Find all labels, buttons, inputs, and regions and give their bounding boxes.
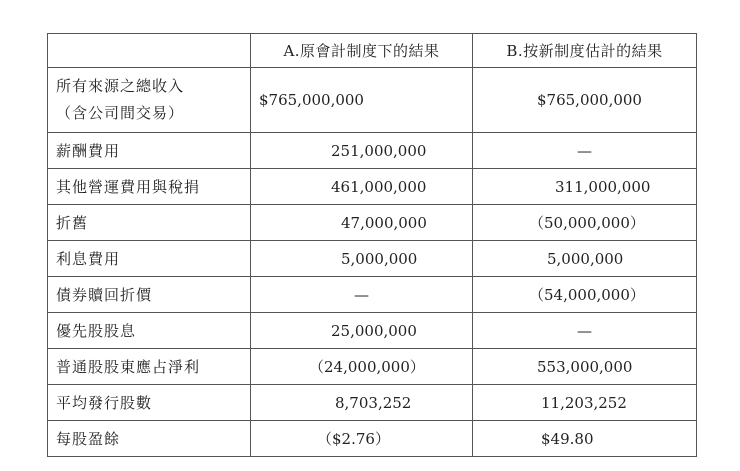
value-original: （24,000,000） <box>251 349 473 385</box>
value-original: — <box>251 277 473 313</box>
value-new: 5,000,000 <box>473 241 697 277</box>
value-new: （50,000,000） <box>473 205 697 241</box>
value-original: 25,000,000 <box>251 313 473 349</box>
value-new: （54,000,000） <box>473 277 697 313</box>
row-label: 折舊 <box>48 205 251 241</box>
row-label: 普通股股東應占淨利 <box>48 349 251 385</box>
value-new: 11,203,252 <box>473 385 697 421</box>
row-label: 債券贖回折價 <box>48 277 251 313</box>
value-original: 251,000,000 <box>251 133 473 169</box>
comparison-table <box>47 33 697 457</box>
table-row <box>48 385 697 421</box>
value-original: 8,703,252 <box>251 385 473 421</box>
table-row <box>48 133 697 169</box>
header-original-accounting: A.原會計制度下的結果 <box>251 34 473 68</box>
value-new: 311,000,000 <box>473 169 697 205</box>
row-label-line: （含公司間交易） <box>56 104 185 122</box>
table-row <box>48 205 697 241</box>
table-row <box>48 349 697 385</box>
row-label: 利息費用 <box>48 241 251 277</box>
value-new: — <box>473 133 697 169</box>
table-row <box>48 421 697 457</box>
value-new: — <box>473 313 697 349</box>
row-label: 每股盈餘 <box>48 421 251 457</box>
row-label: 薪酬費用 <box>48 133 251 169</box>
row-label-line: 所有來源之總收入 <box>56 77 185 95</box>
header-new-estimate: B.按新制度估計的結果 <box>473 34 697 68</box>
value-original: 461,000,000 <box>251 169 473 205</box>
value-original: （$2.76） <box>251 421 473 457</box>
table-row <box>48 277 697 313</box>
table-row <box>48 241 697 277</box>
value-original: 47,000,000 <box>251 205 473 241</box>
value-new: $765,000,000 <box>473 68 697 133</box>
table-row <box>48 313 697 349</box>
row-label <box>48 68 251 133</box>
header-blank <box>48 34 251 68</box>
value-new: 553,000,000 <box>473 349 697 385</box>
table-row <box>48 68 697 133</box>
table-header-row <box>48 34 697 68</box>
row-label: 優先股股息 <box>48 313 251 349</box>
row-label: 其他營運費用與稅捐 <box>48 169 251 205</box>
value-original: $765,000,000 <box>251 68 473 133</box>
row-label: 平均發行股數 <box>48 385 251 421</box>
table-row <box>48 169 697 205</box>
value-new: $49.80 <box>473 421 697 457</box>
value-original: 5,000,000 <box>251 241 473 277</box>
